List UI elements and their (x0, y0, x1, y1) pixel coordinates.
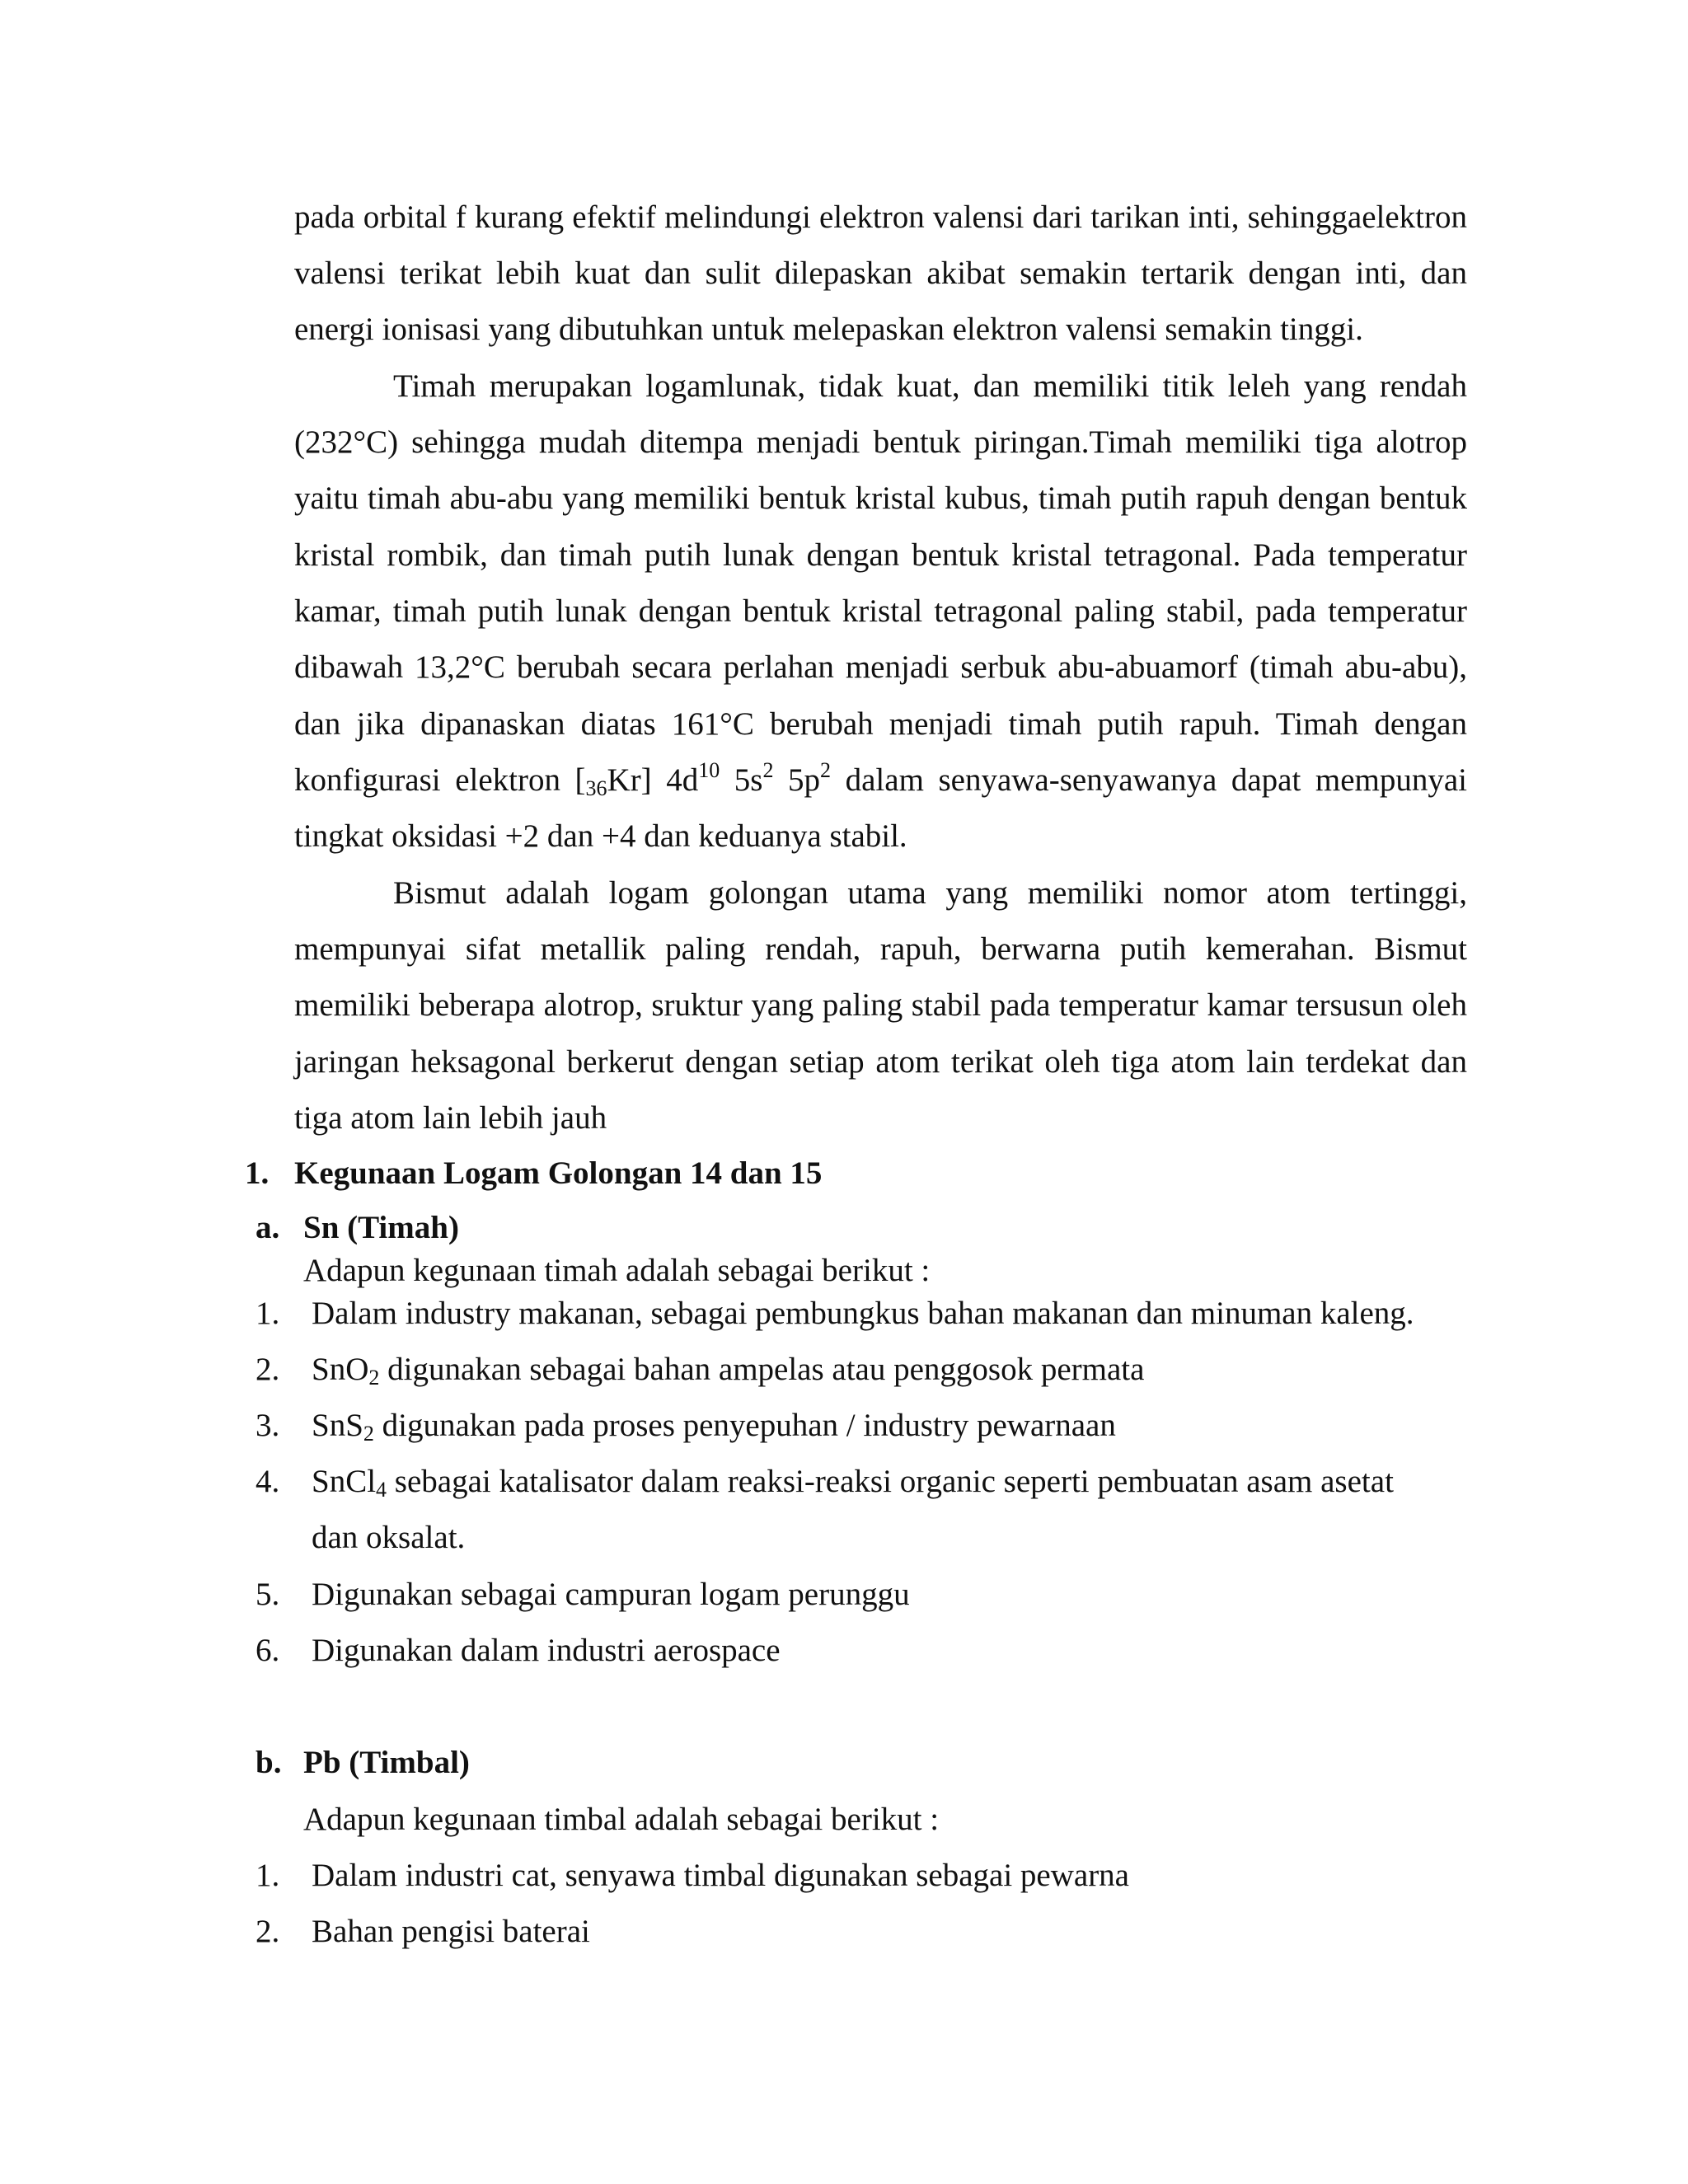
section-heading: Kegunaan Logam Golongan 14 dan 15 (294, 1155, 823, 1191)
section-b-title: Pb (Timbal) (303, 1745, 470, 1780)
list-a-item-3 (312, 1406, 1116, 1446)
list-b-item-2: Bahan pengisi baterai (312, 1914, 590, 1949)
paragraph2-line4: kristal rombik, dan timah putih lunak dengan bentuk kristal tetragonal. Pada temperatur (294, 537, 1467, 573)
list-b-number-2: 2. (256, 1914, 280, 1949)
list-b-number-1: 1. (256, 1858, 280, 1893)
list-a-number-6: 6. (256, 1633, 280, 1668)
list-a-item-1: Dalam industry makanan, sebagai pembungkus bahan makanan dan minuman kaleng. (312, 1296, 1414, 1331)
heading-number: 1. (245, 1155, 270, 1191)
paragraph3-line4: jaringan heksagonal berkerut dengan setiap atom terikat oleh tiga atom lain terdekat dan (294, 1044, 1467, 1080)
list-a-item-4 (312, 1462, 1394, 1502)
paragraph3-line3: memiliki beberapa alotrop, sruktur yang paling stabil pada temperatur kamar tersusun oleh (294, 987, 1467, 1023)
formula-subscript: 2 (363, 1422, 374, 1446)
paragraph2-line6: dibawah 13,2°C berubah secara perlahan menjadi serbuk abu-abuamorf (timah abu-abu), (294, 649, 1467, 685)
list-a-number-4: 4. (256, 1464, 280, 1499)
list-a-number-5: 5. (256, 1577, 280, 1612)
krypton-atomic-number: 36 (585, 776, 607, 800)
section-a-intro: Adapun kegunaan timah adalah sebagai berikut : (303, 1253, 931, 1288)
list-a-number-3: 3. (256, 1408, 280, 1443)
4d-superscript: 10 (698, 758, 720, 782)
config-kr-4d: Kr] 4d (607, 762, 699, 798)
list-b-item-1: Dalam industri cat, senyawa timbal digunakan sebagai pewarna (312, 1858, 1129, 1893)
paragraph2-line9: tingkat oksidasi +2 dan +4 dan keduanya stabil. (294, 818, 907, 854)
formula-sncl4: SnCl (312, 1464, 377, 1499)
paragraph2-line5: kamar, timah putih lunak dengan bentuk kristal tetragonal paling stabil, pada temperatur (294, 593, 1467, 629)
section-b-letter: b. (256, 1745, 282, 1780)
formula-sno2: SnO (312, 1352, 369, 1387)
list-a-number-2: 2. (256, 1352, 280, 1387)
paragraph2-line8 (294, 758, 1468, 800)
paragraph2-line7: dan jika dipanaskan diatas 161°C berubah menjadi timah putih rapuh. Timah dengan (294, 706, 1467, 742)
formula-sns2: SnS (312, 1408, 363, 1443)
paragraph3-line1: Bismut adalah logam golongan utama yang memiliki nomor atom tertinggi, (393, 875, 1467, 911)
config-text-pre: konfigurasi elektron [ (294, 762, 586, 798)
item-text: sebagai katalisator dalam reaksi-reaksi organic seperti pembuatan asam asetat (387, 1464, 1394, 1499)
paragraph2-line2: (232°C) sehingga mudah ditempa menjadi bentuk piringan.Timah memiliki tiga alotrop (294, 424, 1467, 460)
paragraph1-line1: pada orbital f kurang efektif melindungi elektron valensi dari tarikan inti, sehinggaelektron (294, 199, 1467, 235)
list-a-item-5: Digunakan sebagai campuran logam perunggu (312, 1577, 910, 1612)
paragraph1-line3: energi ionisasi yang dibutuhkan untuk melepaskan elektron valensi semakin tinggi. (294, 312, 1363, 347)
list-a-number-1: 1. (256, 1296, 280, 1331)
paragraph2-line3: yaitu timah abu-abu yang memiliki bentuk kristal kubus, timah putih rapuh dengan bentuk (294, 480, 1467, 516)
5p-superscript: 2 (820, 758, 832, 782)
paragraph3-line2: mempunyai sifat metallik paling rendah, rapuh, berwarna putih kemerahan. Bismut (294, 931, 1467, 967)
item-text: digunakan sebagai bahan ampelas atau penggosok permata (379, 1352, 1145, 1387)
section-a-letter: a. (256, 1210, 280, 1245)
paragraph3-line5: tiga atom lain lebih jauh (294, 1100, 607, 1136)
paragraph2-line1: Timah merupakan logamlunak, tidak kuat, dan memiliki titik leleh yang rendah (393, 368, 1467, 404)
formula-subscript: 2 (368, 1366, 380, 1390)
section-a-title: Sn (Timah) (303, 1210, 459, 1245)
config-5s: 5s (720, 762, 763, 798)
config-text-post: dalam senyawa-senyawanya dapat mempunyai (831, 762, 1468, 798)
list-a-item-4-continuation: dan oksalat. (312, 1520, 466, 1555)
item-text: digunakan pada proses penyepuhan / industry pewarnaan (373, 1408, 1116, 1443)
section-b-intro: Adapun kegunaan timbal adalah sebagai berikut : (303, 1802, 940, 1837)
list-a-item-2 (312, 1350, 1144, 1390)
list-a-item-6: Digunakan dalam industri aerospace (312, 1633, 781, 1668)
5s-superscript: 2 (762, 758, 774, 782)
formula-subscript: 4 (376, 1478, 387, 1502)
config-5p: 5p (773, 762, 821, 798)
paragraph1-line2: valensi terikat lebih kuat dan sulit dilepaskan akibat semakin tertarik dengan inti, dan (294, 255, 1467, 291)
